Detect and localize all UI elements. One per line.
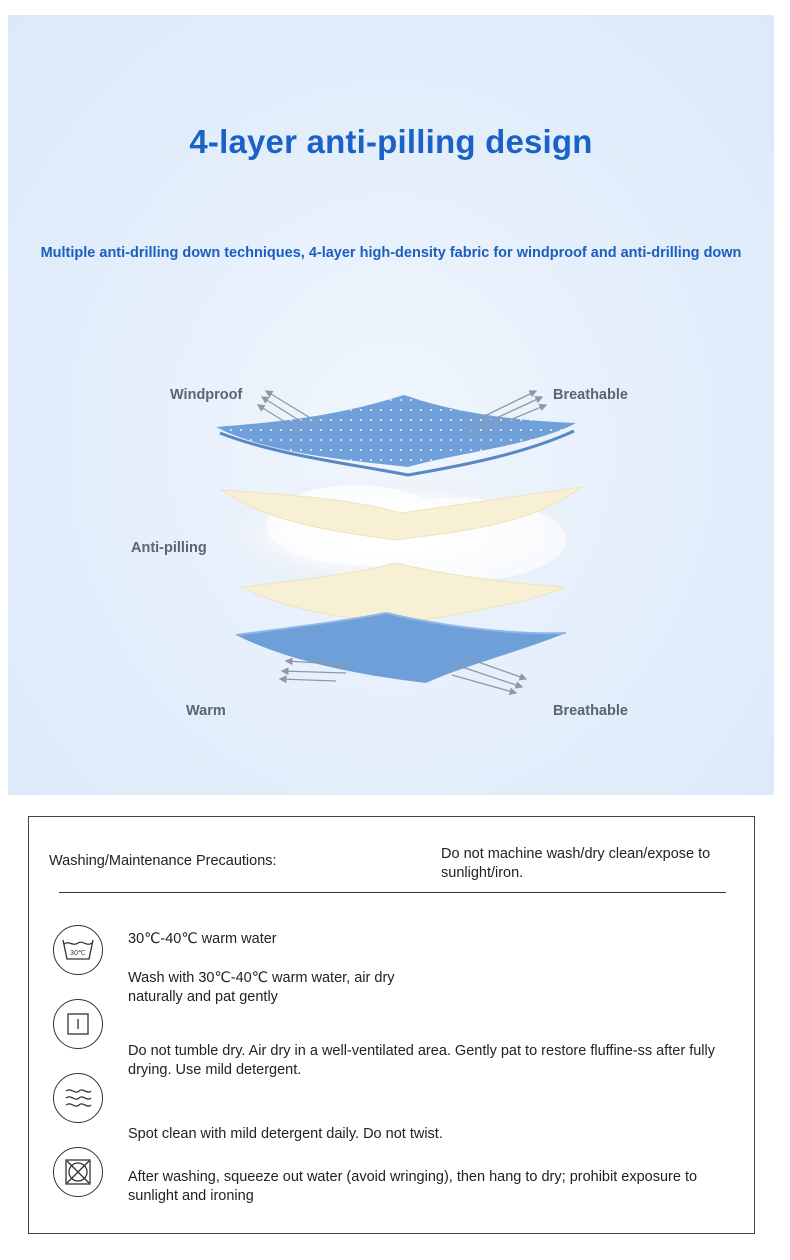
svg-text:30℃: 30℃ <box>70 950 86 957</box>
instruction-2: Wash with 30℃-40℃ warm water, air dry naturally and pat gently <box>128 970 395 1005</box>
spot-clean-icon <box>53 1073 103 1123</box>
label-anti-pilling: Anti-pilling <box>131 540 207 556</box>
windproof-layer <box>216 395 576 475</box>
care-note: Do not machine wash/dry clean/expose to sunlight/iron. <box>441 846 711 881</box>
air-dry-icon <box>53 999 103 1049</box>
label-windproof: Windproof <box>170 387 243 403</box>
fabric-layer-diagram <box>96 335 676 775</box>
instruction-3: Do not tumble dry. Air dry in a well-ventilated area. Gently pat to restore fluffine-ss after fully drying. Use mild detergent. <box>128 1043 715 1078</box>
label-breathable-bottom: Breathable <box>553 703 628 719</box>
warm-layer <box>236 613 566 683</box>
instruction-4: Spot clean with mild detergent daily. Do not twist. <box>128 1126 443 1142</box>
hero-subtitle: Multiple anti-drilling down techniques, 4-layer high-density fabric for windproof and anti-drilling down <box>40 245 742 261</box>
divider <box>59 892 726 893</box>
wash-30c-icon <box>53 925 103 975</box>
label-warm: Warm <box>186 703 226 719</box>
warm-arrows-icon <box>280 661 352 681</box>
care-instructions-panel <box>28 816 755 1234</box>
instruction-5: After washing, squeeze out water (avoid wringing), then hang to dry; prohibit exposure to sunlight and ironing <box>128 1169 698 1204</box>
hero-title: 4-layer anti-pilling design <box>189 123 593 160</box>
hero-section <box>8 15 774 795</box>
instruction-1: 30℃-40℃ warm water <box>128 931 277 947</box>
no-tumble-dry-icon <box>53 1147 103 1197</box>
label-breathable-top: Breathable <box>553 387 628 403</box>
care-title: Washing/Maintenance Precautions: <box>49 853 277 869</box>
